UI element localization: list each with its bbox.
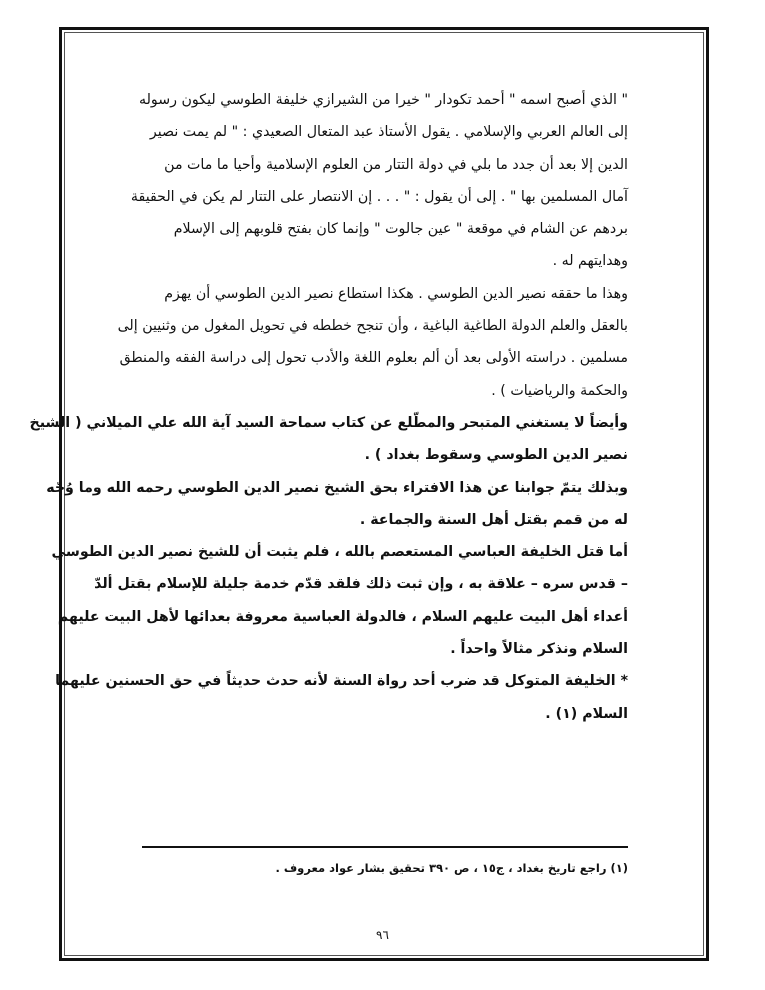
text-line: * الخليفة المتوكل قد ضرب أحد رواة السنة لأنه حدث حديثاً في حق الحسنين عليهما — [55, 673, 628, 690]
text-line: بالعقل والعلم الدولة الطاغية الباغية ، وأن تنجح خططه في تحويل المغول من وثنيين إلى — [117, 318, 628, 335]
text-line: وأيضاً لا يستغني المتبحر والمطّلع عن كتاب سماحة السيد آية الله علي الميلاني ( الشيخ — [29, 414, 628, 431]
text-line: أما قتل الخليفة العباسي المستعصم بالله ، فلم يثبت أن للشيخ نصير الدين الطوسي — [51, 544, 628, 561]
footnote-separator — [142, 846, 628, 848]
text-line: وهدايتهم له . — [552, 253, 628, 270]
footnote: (١) راجع تاريخ بغداد ، ج١٥ ، ص ٣٩٠ تحقيق بشار عواد معروف . — [275, 861, 628, 875]
page-number: ٩٦ — [376, 928, 389, 942]
text-line: وهذا ما حققه نصير الدين الطوسي . هكذا استطاع نصير الدين الطوسي أن يهزم — [164, 285, 628, 302]
body-text — [29, 84, 628, 730]
text-line: وبذلك يتمّ جوابنا عن هذا الافتراء بحق الشيخ نصير الدين الطوسي رحمه الله وما وُجّه — [46, 479, 628, 496]
text-line: نصير الدين الطوسي وسقوط بغداد ) . — [364, 447, 628, 464]
text-line: بردهم عن الشام في موقعة " عين جالوت " وإنما كان بفتح قلوبهم إلى الإسلام — [173, 221, 628, 238]
text-line: – قدس سره – علاقة به ، وإن ثبت ذلك فلقد قدّم خدمة جليلة للإسلام بقتل ألدّ — [94, 576, 628, 593]
text-line: آمال المسلمين بها " . إلى أن يقول : " . . . إن الانتصار على التتار لم يكن في الحقيقة — [130, 188, 628, 205]
text-line: له من قمم بقتل أهل السنة والجماعة . — [359, 511, 628, 528]
text-line: إلى العالم العربي والإسلامي . يقول الأستاذ عبد المتعال الصعيدي : " لم يمت نصير — [149, 124, 628, 141]
text-line: السلام ونذكر مثالاً واحداً . — [450, 641, 628, 658]
text-line: مسلمين . دراسته الأولى بعد أن ألم بعلوم اللغة والأدب تحول إلى دراسة الفقه والمنطق — [119, 350, 628, 367]
text-line: " الذي أصبح اسمه " أحمد تكودار " خيرا من الشيرازي خليفة الطوسي ليكون رسوله — [139, 92, 628, 108]
text-line: السلام (١) . — [545, 705, 628, 722]
text-line: أعداء أهل البيت عليهم السلام ، فالدولة العباسية معروفة بعدائها لأهل البيت عليهم — [57, 608, 628, 625]
text-line: الدين إلا بعد أن جدد ما بلي في دولة التتار من العلوم الإسلامية وأحيا ما مات من — [164, 156, 628, 173]
text-line: والحكمة والرياضيات ) . — [491, 382, 628, 399]
